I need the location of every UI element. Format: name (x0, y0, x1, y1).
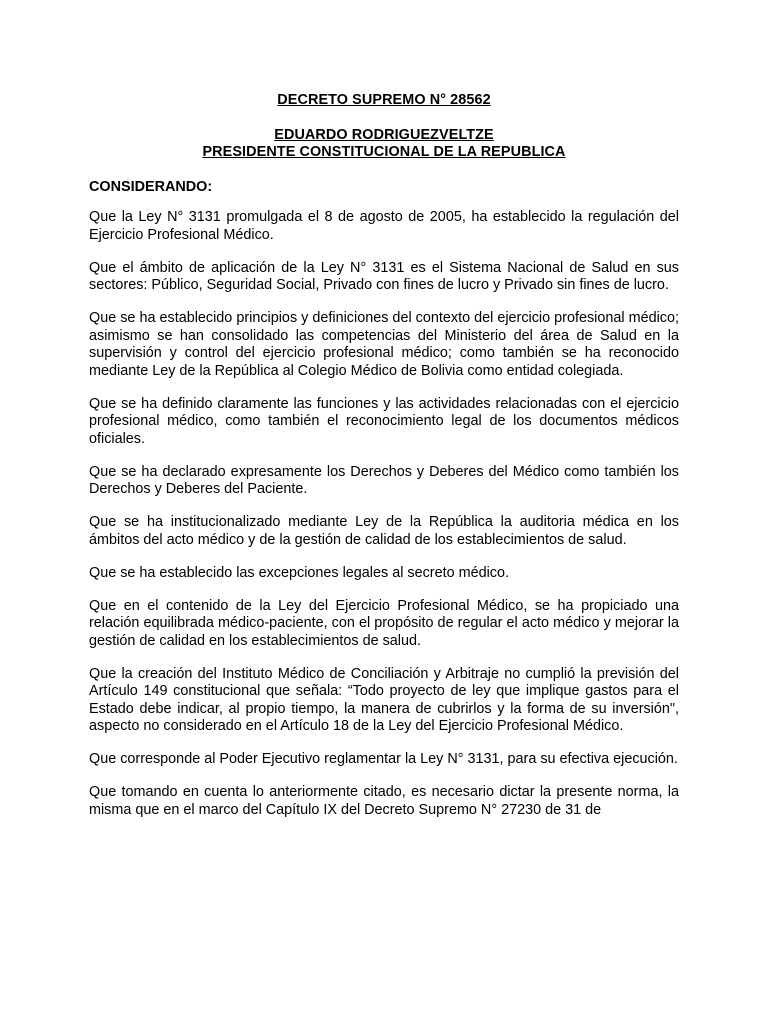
document-body (89, 92, 679, 819)
paragraph-truncated: Que tomando en cuenta lo anteriormente citado, es necesario dictar la presente norma, la misma que en el marco del Capítulo IX del Decreto Supremo N° 27230 de 31 de (89, 784, 679, 818)
paragraph: Que se ha institucionalizado mediante Ley de la República la auditoria médica en los ámbitos del acto médico y de la gestión de calidad de los establecimientos de salud. (89, 514, 679, 548)
paragraph: Que se ha establecido las excepciones legales al secreto médico. (89, 564, 509, 581)
paragraph: Que se ha definido claramente las funciones y las actividades relacionadas con el ejercicio profesional médico, como también el reconocimiento legal de los documentos médicos oficiales. (89, 395, 679, 447)
paragraph: Que el ámbito de aplicación de la Ley N° 3131 es el Sistema Nacional de Salud en sus sectores: Público, Seguridad Social, Privado con fines de lucro y Privado sin fines de lucro. (89, 259, 679, 293)
section-heading: CONSIDERANDO: (89, 178, 213, 195)
paragraph: Que se ha establecido principios y definiciones del contexto del ejercicio profesional médico; asimismo se han consolidado las competencias del Ministerio del área de Salud en la supervisión y control del ejercicio profesional médico; como también se ha reconocido mediante Ley de la República al Colegio Médico de Bolivia como entidad colegiada. (89, 310, 679, 379)
paragraph: Que corresponde al Poder Ejecutivo reglamentar la Ley N° 3131, para su efectiva ejecución. (89, 751, 678, 767)
paragraph: Que la Ley N° 3131 promulgada el 8 de agosto de 2005, ha establecido la regulación del Ejercicio Profesional Médico. (89, 209, 679, 243)
decree-title: DECRETO SUPREMO N° 28562 (277, 92, 491, 108)
paragraph: Que en el contenido de la Ley del Ejercicio Profesional Médico, se ha propiciado una relación equilibrada médico-paciente, con el propósito de regular el acto médico y mejorar la gestión de calidad en los establecimientos de salud. (89, 597, 679, 649)
paragraph: Que la creación del Instituto Médico de Conciliación y Arbitraje no cumplió la previsión del Artículo 149 constitucional que señala: “Todo proyecto de ley que implique gastos para el Estado debe indicar, al propio tiempo, la manera de cubrirlos y la forma de su inversión", aspecto no considerado en el Artículo 18 de la Ley del Ejercicio Profesional Médico. (89, 665, 679, 734)
signatory-name: EDUARDO RODRIGUEZVELTZE (274, 126, 494, 143)
paragraph: Que se ha declarado expresamente los Derechos y Deberes del Médico como también los Derechos y Deberes del Paciente. (89, 463, 679, 497)
signatory-role: PRESIDENTE CONSTITUCIONAL DE LA REPUBLICA (202, 144, 566, 160)
